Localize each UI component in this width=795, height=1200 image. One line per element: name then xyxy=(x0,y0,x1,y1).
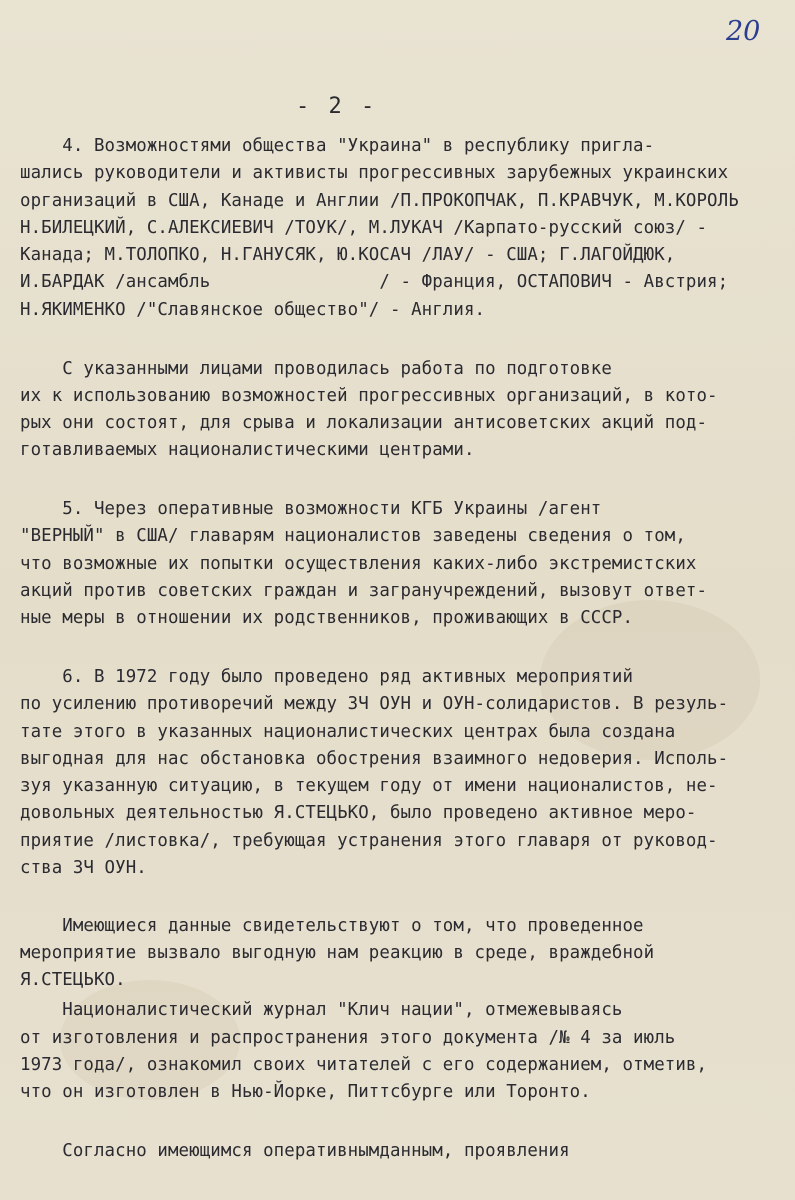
text-line: готавливаемых националистическими центрами. xyxy=(20,440,475,460)
text-line: выгодная для нас обстановка обострения взаимного недоверия. Исполь- xyxy=(20,749,729,769)
text-line: ства ЗЧ ОУН. xyxy=(20,858,147,878)
page-number: - 2 - xyxy=(296,94,378,119)
text-line: ные меры в отношении их родственников, проживающих в СССР. xyxy=(20,608,634,628)
text-line: Н.БИЛЕЦКИЙ, С.АЛЕКСИЕВИЧ /ТОУК/, М.ЛУКАЧ /Карпато-русский союз/ - xyxy=(20,218,708,238)
text-line: Канада; М.ТОЛОПКО, Н.ГАНУСЯК, Ю.КОСАЧ /ЛАУ/ - США; Г.ЛАГОЙДЮК, xyxy=(20,245,676,265)
text-line: по усилению противоречий между ЗЧ ОУН и ОУН-солидаристов. В резуль- xyxy=(20,694,729,714)
text-line: довольных деятельностью Я.СТЕЦЬКО, было проведено активное меро- xyxy=(20,803,697,823)
text-line: рых они состоят, для срыва и локализации антисоветских акций под- xyxy=(20,413,708,433)
text-line: Я.СТЕЦЬКО. xyxy=(20,970,126,990)
text-line: Имеющиеся данные свидетельствуют о том, что проведенное xyxy=(20,916,644,936)
text-line: И.БАРДАК /ансамбль / - Франция, ОСТАПОВИЧ - Австрия; xyxy=(20,272,729,292)
text-line: 6. В 1972 году было проведено ряд активных мероприятий xyxy=(20,667,634,687)
text-line: "ВЕРНЫЙ" в США/ главарям националистов заведены сведения о том, xyxy=(20,526,686,546)
text-line: 1973 года/, ознакомил своих читателей с его содержанием, отметив, xyxy=(20,1055,708,1075)
text-line: что возможные их попытки осуществления каких-либо экстремистских xyxy=(20,554,697,574)
text-line: Националистический журнал "Клич нации", отмежевываясь xyxy=(20,1000,623,1020)
text-line: организаций в США, Канаде и Англии /П.ПРОКОПЧАК, П.КРАВЧУК, М.КОРОЛЬ xyxy=(20,191,739,211)
text-line: зуя указанную ситуацию, в текущем году от имени националистов, не- xyxy=(20,776,718,796)
text-line: 4. Возможностями общества "Украина" в республику пригла- xyxy=(20,136,655,156)
text-line: шались руководители и активисты прогрессивных зарубежных украинских xyxy=(20,163,729,183)
text-line: мероприятие вызвало выгодную нам реакцию в среде, враждебной xyxy=(20,943,655,963)
text-line: Согласно имеющимся оперативнымданным, проявления xyxy=(20,1141,570,1161)
text-line: акций против советских граждан и загранучреждений, вызовут ответ- xyxy=(20,581,708,601)
text-line: 5. Через оперативные возможности КГБ Украины /агент xyxy=(20,499,602,519)
handwritten-folio-number: 20 xyxy=(726,16,761,47)
text-line: что он изготовлен в Нью-Йорке, Питтсбурге или Торонто. xyxy=(20,1082,591,1102)
text-line: Н.ЯКИМЕНКО /"Славянское общество"/ - Англия. xyxy=(20,300,486,320)
text-line: приятие /листовка/, требующая устранения этого главаря от руковод- xyxy=(20,831,718,851)
text-line: их к использованию возможностей прогрессивных организаций, в кото- xyxy=(20,386,718,406)
text-line: С указанными лицами проводилась работа по подготовке xyxy=(20,359,612,379)
text-line: от изготовления и распространения этого документа /№ 4 за июль xyxy=(20,1028,676,1048)
text-line: тате этого в указанных националистических центрах была создана xyxy=(20,722,676,742)
